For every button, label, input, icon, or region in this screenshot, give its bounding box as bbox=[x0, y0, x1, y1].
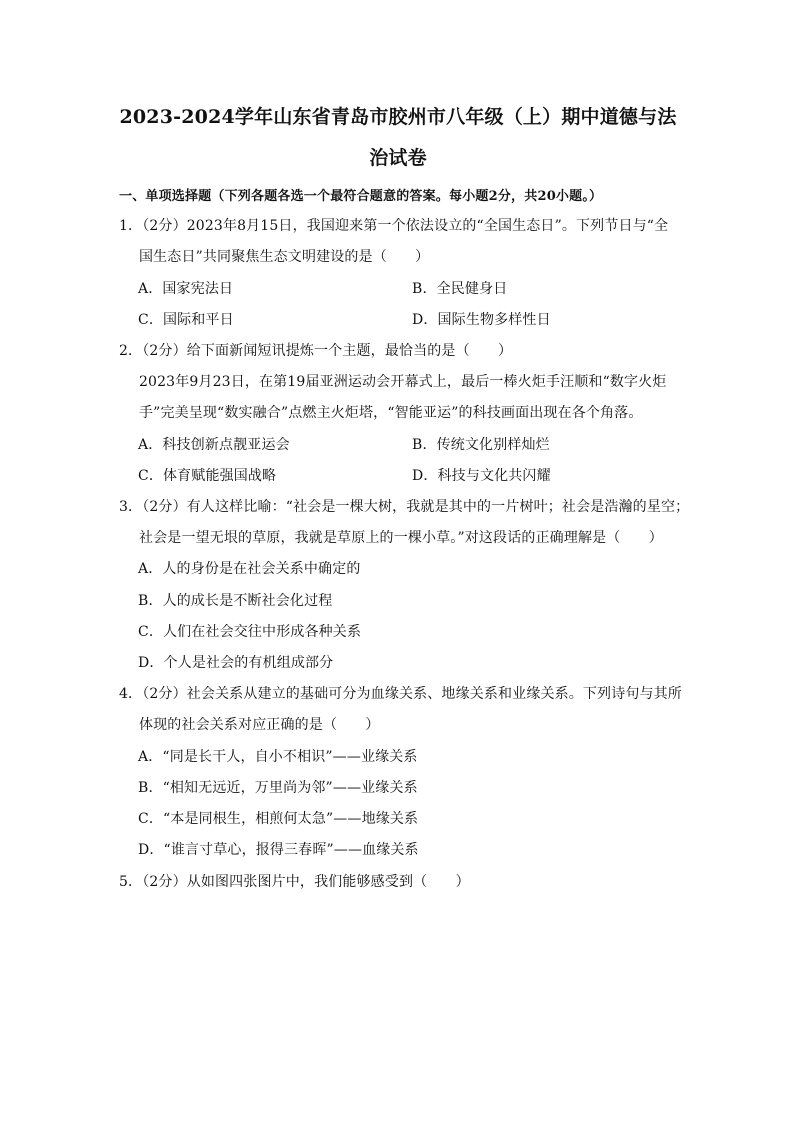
q3-stem-line1: 3．（2分）有人这样比喻：“社会是一棵大树，我就是其中的一片树叶；社会是浩瀚的星空； bbox=[119, 499, 690, 515]
q2-news-line2: 手”完美呈现“数实融合”点燃主火炬塔，“智能亚运”的科技画面出现在各个角落。 bbox=[139, 405, 643, 421]
section-heading: 一、单项选择题（下列各题各选一个最符合题意的答案。每小题2分，共20小题。） bbox=[119, 189, 603, 204]
q4-stem-line2: 体现的社会关系对应正确的是（ ） bbox=[139, 717, 380, 733]
q5-stem-line1: 5．（2分）从如图四张图片中，我们能够感受到（ ） bbox=[119, 874, 470, 890]
q2-stem-line1: 2．（2分）给下面新闻短讯提炼一个主题，最恰当的是（ ） bbox=[119, 343, 513, 359]
q1-stem-line1: 1．（2分）2023年8月15日，我国迎来第一个依法设立的“全国生态日”。下列节日与“全 bbox=[119, 218, 669, 234]
q4-option-d: D．“谁言寸草心，报得三春晖”——血缘关系 bbox=[138, 842, 419, 858]
q2-option-c: C．体育赋能强国战略 bbox=[138, 468, 277, 484]
q4-option-a: A．“同是长干人，自小不相识”——业缘关系 bbox=[138, 749, 418, 765]
q2-option-a: A．科技创新点靓亚运会 bbox=[138, 437, 290, 453]
q3-option-b: B．人的成长是不断社会化过程 bbox=[138, 593, 333, 609]
q1-option-d: D．国际生物多样性日 bbox=[412, 312, 551, 328]
q3-option-d: D．个人是社会的有机组成部分 bbox=[138, 655, 334, 671]
q3-option-c: C．人们在社会交往中形成各种关系 bbox=[138, 624, 362, 640]
q1-option-a: A．国家宪法日 bbox=[138, 281, 234, 297]
q1-option-b: B．全民健身日 bbox=[412, 281, 508, 297]
q1-option-c: C．国际和平日 bbox=[138, 312, 234, 328]
q3-stem-line2: 社会是一望无垠的草原，我就是草原上的一棵小草。”对这段话的正确理解是（ ） bbox=[139, 530, 663, 546]
q4-stem-line1: 4．（2分）社会关系从建立的基础可分为血缘关系、地缘关系和业缘关系。下列诗句与其所 bbox=[119, 686, 682, 702]
q2-option-b: B．传统文化别样灿烂 bbox=[412, 437, 550, 453]
exam-title-line1: 2023-2024学年山东省青岛市胶州市八年级（上）期中道德与法 bbox=[119, 106, 677, 128]
q2-option-d: D．科技与文化共闪耀 bbox=[412, 468, 551, 484]
q3-option-a: A．人的身份是在社会关系中确定的 bbox=[138, 561, 361, 577]
q4-option-b: B．“相知无远近，万里尚为邻”——业缘关系 bbox=[138, 780, 418, 796]
q2-news-line1: 2023年9月23日，在第19届亚洲运动会开幕式上，最后一棒火炬手汪顺和“数字火炬 bbox=[139, 374, 667, 390]
exam-title-line2: 治试卷 bbox=[369, 147, 427, 169]
q1-stem-line2: 国生态日”共同聚焦生态文明建设的是（ ） bbox=[139, 249, 430, 265]
q4-option-c: C．“本是同根生，相煎何太急”——地缘关系 bbox=[138, 811, 419, 827]
